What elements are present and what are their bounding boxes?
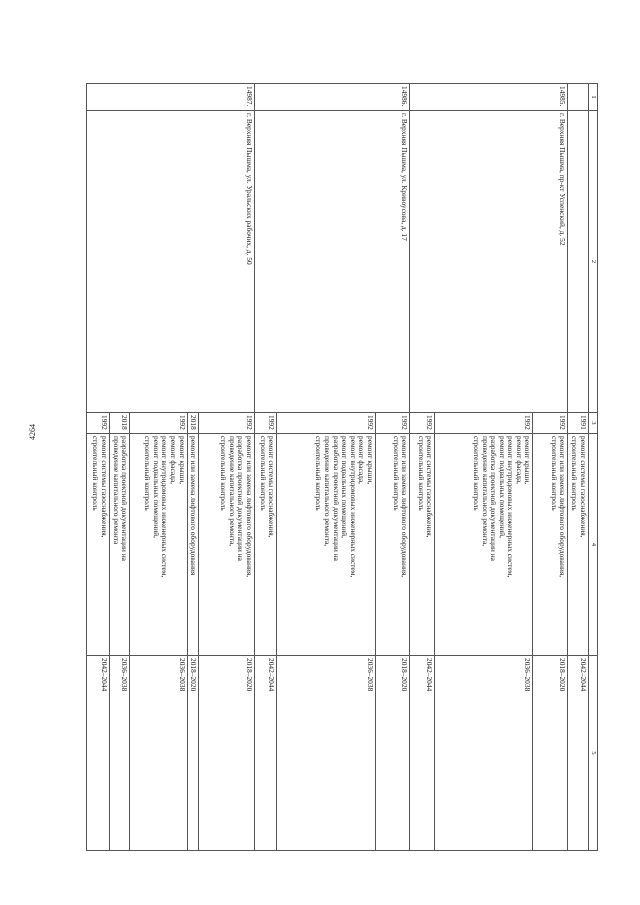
year-cell: 1992 bbox=[277, 413, 375, 434]
period-cell: 2018–2020 bbox=[187, 656, 199, 851]
work-cell bbox=[375, 434, 410, 656]
table-row bbox=[375, 84, 410, 851]
work-line: строительный контроль bbox=[314, 436, 324, 511]
work-line: строительный контроль bbox=[570, 436, 580, 511]
work-line: ремонт крыши, bbox=[177, 436, 187, 485]
work-line: разработка проектной документации на bbox=[489, 436, 499, 561]
year-cell: 1992 bbox=[199, 413, 254, 434]
address-cell: г. Верхняя Пышма, пр-кт Успенский, д. 52 bbox=[410, 111, 568, 413]
period-cell: 2036–2038 bbox=[277, 656, 375, 851]
period-cell: 2036–2038 bbox=[109, 656, 130, 851]
work-line: ремонт или замена лифтового оборудования, bbox=[244, 436, 254, 578]
work-line: ремонт или замена лифтового оборудования, bbox=[558, 436, 568, 578]
work-line: ремонт крыши, bbox=[523, 436, 533, 485]
work-line: ремонт подвальных помещений, bbox=[151, 436, 161, 538]
work-line: разработка проектной документации на bbox=[331, 436, 341, 561]
work-line: строительный контроль bbox=[472, 436, 482, 511]
column-number: 3 bbox=[588, 413, 597, 434]
work-cell bbox=[435, 434, 533, 656]
work-line: ремонт фасада, bbox=[169, 436, 178, 484]
period-cell: 2036–2038 bbox=[130, 656, 187, 851]
page-number: 4264 bbox=[28, 424, 37, 440]
work-cell bbox=[130, 434, 187, 656]
work-line: ремонт подвальных помещений, bbox=[497, 436, 507, 538]
table-row bbox=[199, 84, 254, 851]
column-number: 4 bbox=[588, 434, 597, 656]
work-line: ремонт или замена лифтового оборудования bbox=[189, 436, 199, 576]
work-cell bbox=[533, 434, 568, 656]
column-number-row bbox=[588, 84, 597, 851]
repair-schedule-table bbox=[86, 83, 598, 845]
work-line: проведение капитального ремонта, bbox=[480, 436, 490, 547]
row-number-cell: 14985. bbox=[410, 84, 568, 111]
row-number-cell: 14987. bbox=[87, 84, 255, 111]
column-number: 2 bbox=[588, 111, 597, 413]
column-number: 1 bbox=[588, 84, 597, 111]
work-cell bbox=[187, 434, 199, 656]
address-cell bbox=[568, 111, 589, 413]
work-line: строительный контроль bbox=[219, 436, 229, 511]
period-cell: 2042–2044 bbox=[87, 656, 110, 851]
work-line: строительный контроль bbox=[143, 436, 153, 511]
work-cell bbox=[109, 434, 130, 656]
year-cell: 1992 bbox=[87, 413, 110, 434]
period-cell: 2042–2044 bbox=[410, 656, 435, 851]
work-line: строительный контроль bbox=[91, 436, 101, 511]
work-line: ремонт внутридомовых инженерных систем, bbox=[348, 436, 358, 578]
work-line: строительный контроль bbox=[258, 436, 268, 511]
work-cell bbox=[410, 434, 435, 656]
work-cell bbox=[277, 434, 375, 656]
period-cell: 2042–2044 bbox=[254, 656, 277, 851]
work-line: ремонт внутридомовых инженерных систем, bbox=[160, 436, 170, 578]
work-line: ремонт системы газоснабжения, bbox=[578, 436, 588, 538]
year-cell: 1992 bbox=[254, 413, 277, 434]
work-line: строительный контроль bbox=[391, 436, 401, 511]
address-cell: г. Верхняя Пышма, ул. Кривоусова, д. 17 bbox=[254, 111, 410, 413]
column-number: 5 bbox=[588, 656, 597, 851]
work-line: разработка проектной документации на bbox=[120, 436, 130, 561]
work-cell bbox=[87, 434, 110, 656]
work-line: ремонт фасада, bbox=[514, 436, 524, 484]
period-cell: 2018–2020 bbox=[199, 656, 254, 851]
period-cell: 2018–2020 bbox=[533, 656, 568, 851]
year-cell: 1992 bbox=[375, 413, 410, 434]
period-cell: 2036–2038 bbox=[435, 656, 533, 851]
address-cell: г. Верхняя Пышма, ул. Уральских рабочих, д. 50 bbox=[87, 111, 255, 413]
table-row bbox=[533, 84, 568, 851]
year-cell: 1992 bbox=[130, 413, 187, 434]
year-cell: 1992 bbox=[410, 413, 435, 434]
work-line: строительный контроль bbox=[416, 436, 426, 511]
work-line: ремонт крыши, bbox=[365, 436, 375, 485]
row-number-cell bbox=[568, 84, 589, 111]
work-cell bbox=[568, 434, 589, 656]
work-cell bbox=[254, 434, 277, 656]
work-line: ремонт или замена лифтового оборудования, bbox=[400, 436, 410, 578]
year-cell: 1991 bbox=[568, 413, 589, 434]
year-cell: 2018 bbox=[187, 413, 199, 434]
work-line: ремонт внутридомовых инженерных систем, bbox=[506, 436, 516, 578]
table-row bbox=[568, 84, 589, 851]
work-line: проведение капитального ремонта, bbox=[323, 436, 333, 547]
year-cell: 2018 bbox=[109, 413, 130, 434]
work-line: ремонт фасада, bbox=[357, 436, 367, 484]
work-line: ремонт системы газоснабжения, bbox=[425, 436, 435, 538]
work-line: ремонт системы газоснабжения, bbox=[99, 436, 109, 538]
work-line: ремонт подвальных помещений, bbox=[340, 436, 350, 538]
work-line: проведение капитального ремонта bbox=[111, 436, 121, 545]
work-line: строительный контроль bbox=[549, 436, 559, 511]
period-cell: 2042–2044 bbox=[568, 656, 589, 851]
year-cell: 1992 bbox=[533, 413, 568, 434]
work-line: разработка проектной документации на bbox=[236, 436, 246, 561]
year-cell: 1992 bbox=[435, 413, 533, 434]
period-cell: 2018–2020 bbox=[375, 656, 410, 851]
work-line: ремонт системы газоснабжения, bbox=[267, 436, 277, 538]
work-cell bbox=[199, 434, 254, 656]
row-number-cell: 14986. bbox=[254, 84, 410, 111]
work-line: проведение капитального ремонта, bbox=[227, 436, 237, 547]
